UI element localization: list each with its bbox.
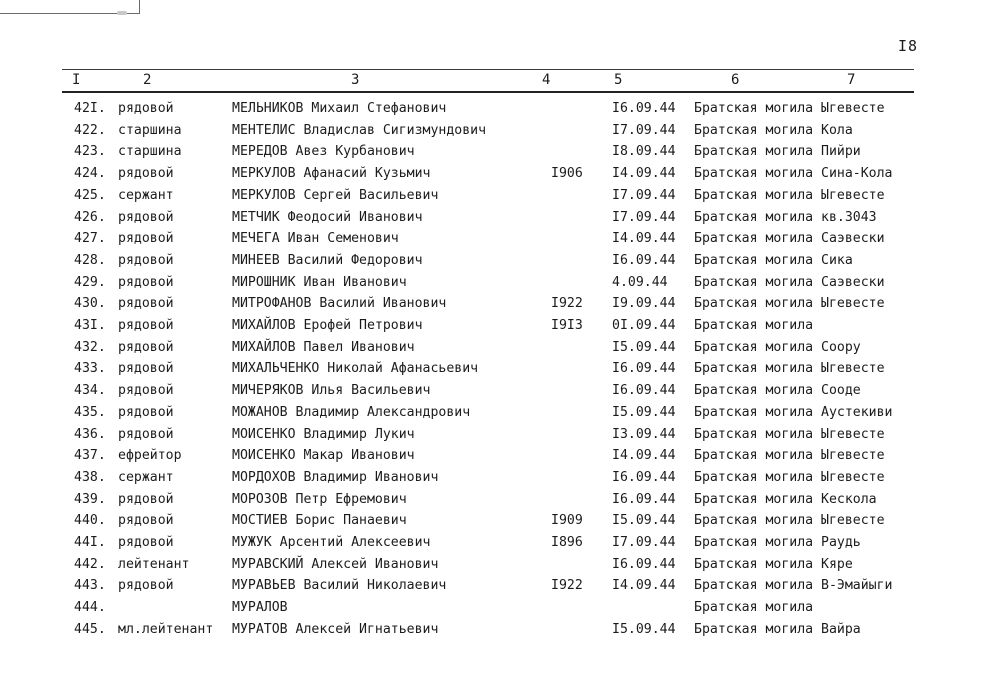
record-number: 440.: [74, 513, 106, 529]
list-row: [0, 163, 1000, 185]
burial-place: Братская могила Саэвески: [694, 231, 885, 247]
death-date: I5.09.44: [612, 339, 676, 355]
list-row: [0, 337, 1000, 359]
burial-place: Братская могила Ыгевесте: [694, 448, 885, 464]
burial-place: Братская могила: [694, 600, 814, 616]
list-row: [0, 207, 1000, 229]
record-number: 44I.: [74, 535, 106, 550]
soldier-name: МОРОЗОВ Петр Ефремович: [232, 491, 407, 507]
birth-year: I922: [551, 578, 583, 594]
death-date: I6.09.44: [612, 469, 676, 485]
death-date: I5.09.44: [612, 404, 676, 420]
burial-place: Братская могила Ыгевесте: [694, 187, 885, 203]
list-row: [0, 554, 1000, 576]
military-rank: сержант: [118, 187, 174, 203]
soldier-name: МЕНТЕЛИС Владислав Сигизмундович: [232, 122, 487, 138]
military-rank: рядовой: [118, 426, 174, 442]
death-date: 4.09.44: [612, 274, 668, 290]
page-number: I8: [898, 37, 919, 55]
military-rank: рядовой: [118, 252, 174, 268]
soldier-name: МЕЧЕГА Иван Семенович: [232, 231, 399, 247]
record-number: 443.: [74, 578, 106, 594]
list-row: [0, 120, 1000, 142]
record-number: 42I.: [74, 101, 106, 116]
soldier-name: МЕТЧИК Феодосий Иванович: [232, 209, 423, 225]
list-row: [0, 228, 1000, 250]
military-rank: рядовой: [118, 296, 174, 312]
burial-place: Братская могила Ыгевесте: [694, 361, 885, 377]
soldier-name: МОЖАНОВ Владимир Александрович: [232, 404, 471, 420]
column-header-5: 5: [614, 72, 623, 88]
list-row: [0, 358, 1000, 380]
soldier-name: МИХАЙЛОВ Ерофей Петрович: [232, 318, 423, 333]
corner-mark-vertical: [139, 0, 140, 14]
column-header-3: 3: [351, 72, 360, 88]
military-rank: рядовой: [118, 318, 174, 333]
list-row: [0, 445, 1000, 467]
record-number: 427.: [74, 231, 106, 247]
military-rank: рядовой: [118, 101, 174, 116]
burial-place: Братская могила Ыгевесте: [694, 101, 885, 116]
military-rank: лейтенант: [118, 556, 190, 572]
list-row: [0, 141, 1000, 163]
record-number: 424.: [74, 166, 106, 182]
record-number: 432.: [74, 339, 106, 355]
record-number: 434.: [74, 383, 106, 399]
record-number: 429.: [74, 274, 106, 290]
death-date: I4.09.44: [612, 231, 676, 247]
burial-place: Братская могила Соору: [694, 339, 861, 355]
soldier-name: МИХАЛЬЧЕНКО Николай Афанасьевич: [232, 361, 479, 377]
military-rank: рядовой: [118, 383, 174, 399]
record-number: 435.: [74, 404, 106, 420]
soldier-name: МУРАВСКИЙ Алексей Иванович: [232, 556, 439, 572]
record-number: 436.: [74, 426, 106, 442]
death-date: I5.09.44: [612, 513, 676, 529]
burial-place: Братская могила Саэвески: [694, 274, 885, 290]
military-rank: рядовой: [118, 166, 174, 182]
soldier-name: МУРАВЬЕВ Василий Николаевич: [232, 578, 447, 594]
column-header-7: 7: [847, 72, 856, 88]
death-date: I6.09.44: [612, 361, 676, 377]
military-rank: сержант: [118, 469, 174, 485]
soldier-name: МОСТИЕВ Борис Панаевич: [232, 513, 407, 529]
record-number: 430.: [74, 296, 106, 312]
list-row: [0, 250, 1000, 272]
record-number: 426.: [74, 209, 106, 225]
burial-place: Братская могила Сооде: [694, 383, 861, 399]
military-rank: ефрейтор: [118, 448, 182, 464]
military-rank: рядовой: [118, 491, 174, 507]
birth-year: I909: [551, 513, 583, 529]
death-date: I6.09.44: [612, 491, 676, 507]
list-row: [0, 597, 1000, 619]
death-date: I4.09.44: [612, 578, 676, 594]
military-rank: рядовой: [118, 231, 174, 247]
list-row: [0, 293, 1000, 315]
column-header-6: 6: [731, 72, 740, 88]
record-number: 444.: [74, 600, 106, 616]
list-row: [0, 315, 1000, 337]
death-date: I6.09.44: [612, 252, 676, 268]
record-number: 445.: [74, 621, 106, 637]
death-date: I7.09.44: [612, 187, 676, 203]
death-date: I4.09.44: [612, 166, 676, 182]
military-rank: рядовой: [118, 274, 174, 290]
burial-place: Братская могила Аустекиви: [694, 404, 893, 420]
record-number: 43I.: [74, 318, 106, 333]
soldier-name: МИТРОФАНОВ Василий Иванович: [232, 296, 447, 312]
military-rank: рядовой: [118, 209, 174, 225]
death-date: I9.09.44: [612, 296, 676, 312]
birth-year: I922: [551, 296, 583, 312]
burial-place: Братская могила Раудь: [694, 535, 861, 550]
record-number: 438.: [74, 469, 106, 485]
scan-speck: [117, 11, 127, 15]
list-row: [0, 532, 1000, 554]
death-date: I6.09.44: [612, 556, 676, 572]
list-row: [0, 185, 1000, 207]
military-rank: рядовой: [118, 404, 174, 420]
death-date: 0I.09.44: [612, 318, 676, 333]
burial-place: Братская могила Ыгевесте: [694, 426, 885, 442]
death-date: I7.09.44: [612, 122, 676, 138]
soldier-name: МЕРЕДОВ Авез Курбанович: [232, 144, 415, 160]
soldier-name: МЕЛЬНИКОВ Михаил Стефанович: [232, 101, 447, 116]
death-date: I6.09.44: [612, 101, 676, 116]
soldier-name: МЕРКУЛОВ Афанасий Кузьмич: [232, 166, 431, 182]
soldier-name: МИРОШНИК Иван Иванович: [232, 274, 407, 290]
burial-place: Братская могила Ыгевесте: [694, 513, 885, 529]
death-date: I6.09.44: [612, 383, 676, 399]
military-rank: мл.лейтенант: [118, 621, 214, 637]
burial-place: Братская могила В-Эмайыги: [694, 578, 893, 594]
burial-place: Братская могила Сика: [694, 252, 853, 268]
list-row: [0, 489, 1000, 511]
record-number: 428.: [74, 252, 106, 268]
soldier-name: МУЖУК Арсентий Алексеевич: [232, 535, 431, 550]
list-row: [0, 467, 1000, 489]
military-rank: старшина: [118, 144, 182, 160]
list-row: [0, 380, 1000, 402]
column-header-1: I: [72, 72, 81, 88]
soldier-name: МУРАТОВ Алексей Игнатьевич: [232, 621, 439, 637]
list-row: [0, 619, 1000, 641]
death-date: I3.09.44: [612, 426, 676, 442]
burial-place: Братская могила Ыгевесте: [694, 296, 885, 312]
death-date: I8.09.44: [612, 144, 676, 160]
death-date: I7.09.44: [612, 209, 676, 225]
burial-place: Братская могила кв.3043: [694, 209, 877, 225]
soldier-name: МИХАЙЛОВ Павел Иванович: [232, 339, 415, 355]
list-row: [0, 510, 1000, 532]
soldier-name: МЕРКУЛОВ Сергей Васильевич: [232, 187, 439, 203]
record-number: 433.: [74, 361, 106, 377]
burial-place: Братская могила Сина-Кола: [694, 166, 893, 182]
soldier-name: МИЧЕРЯКОВ Илья Васильевич: [232, 383, 431, 399]
soldier-name: МОРДОХОВ Владимир Иванович: [232, 469, 439, 485]
list-row: [0, 402, 1000, 424]
death-date: I4.09.44: [612, 448, 676, 464]
death-date: I7.09.44: [612, 535, 676, 550]
military-rank: рядовой: [118, 513, 174, 529]
record-number: 439.: [74, 491, 106, 507]
birth-year: I906: [551, 166, 583, 182]
birth-year: I896: [551, 535, 583, 550]
list-row: [0, 424, 1000, 446]
burial-place: Братская могила Ыгевесте: [694, 469, 885, 485]
burial-place: Братская могила Вайра: [694, 621, 861, 637]
burial-place: Братская могила Кескола: [694, 491, 877, 507]
soldier-name: МОИСЕНКО Владимир Лукич: [232, 426, 415, 442]
record-number: 423.: [74, 144, 106, 160]
list-row: [0, 575, 1000, 597]
list-row: [0, 272, 1000, 294]
record-number: 437.: [74, 448, 106, 464]
military-rank: рядовой: [118, 535, 174, 550]
burial-place: Братская могила Кола: [694, 122, 853, 138]
burial-place: Братская могила Кяре: [694, 556, 853, 572]
soldier-name: МИНЕЕВ Василий Федорович: [232, 252, 423, 268]
record-number: 425.: [74, 187, 106, 203]
military-rank: старшина: [118, 122, 182, 138]
list-row: [0, 98, 1000, 120]
burial-place: Братская могила: [694, 318, 814, 333]
death-date: I5.09.44: [612, 621, 676, 637]
record-number: 442.: [74, 556, 106, 572]
military-rank: рядовой: [118, 339, 174, 355]
record-number: 422.: [74, 122, 106, 138]
birth-year: I9I3: [551, 318, 583, 333]
column-header-4: 4: [542, 72, 551, 88]
table-top-rule: [62, 69, 914, 70]
column-header-2: 2: [143, 72, 152, 88]
soldier-name: МУРАЛОВ: [232, 600, 288, 616]
soldier-name: МОИСЕНКО Макар Иванович: [232, 448, 415, 464]
military-rank: рядовой: [118, 361, 174, 377]
military-rank: рядовой: [118, 578, 174, 594]
burial-place: Братская могила Пийри: [694, 144, 861, 160]
header-bottom-rule: [62, 91, 914, 93]
